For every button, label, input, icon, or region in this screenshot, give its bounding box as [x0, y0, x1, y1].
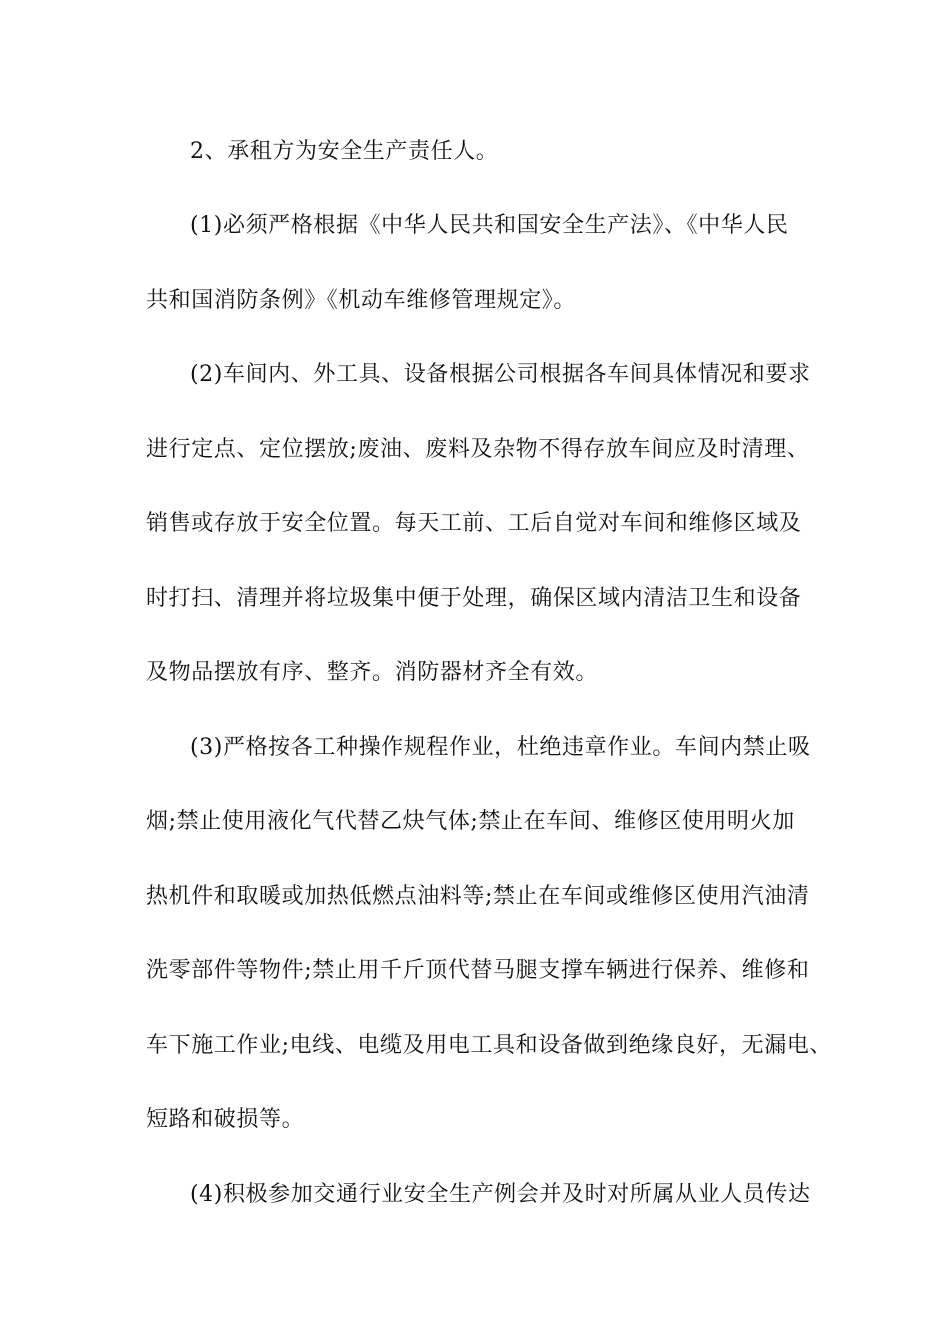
text-line-11: 热机件和取暖或加热低燃点油料等;禁止在车间或维修区使用汽油清	[146, 884, 810, 909]
text-line-8: 及物品摆放有序、整齐。消防器材齐全有效。	[146, 660, 599, 685]
text-line-4: (2)车间内、外工具、设备根据公司根据各车间具体情况和要求	[190, 362, 811, 387]
text-line-10: 烟;禁止使用液化气代替乙炔气体;禁止在车间、维修区使用明火加	[146, 809, 795, 834]
text-line-12: 洗零部件等物件;禁止用千斤顶代替马腿支撑车辆进行保养、维修和	[146, 958, 810, 983]
text-line-7: 时打扫、清理并将垃圾集中便于处理，确保区域内清洁卫生和设备	[146, 586, 802, 611]
text-line-14: 短路和破损等。	[146, 1107, 305, 1132]
text-line-5: 进行定点、定位摆放;废油、废料及杂物不得存放车间应及时清理、	[146, 437, 810, 462]
text-line-15: (4)积极参加交通行业安全生产例会并及时对所属从业人员传达	[190, 1182, 811, 1207]
text-line-1: 2、承租方为安全生产责任人。	[190, 139, 499, 164]
text-line-13: 车下施工作业;电线、电缆及用电工具和设备做到绝缘良好，无漏电、	[146, 1033, 833, 1058]
text-line-9: (3)严格按各工种操作规程作业，杜绝违章作业。车间内禁止吸	[190, 735, 811, 760]
text-line-6: 销售或存放于安全位置。每天工前、工后自觉对车间和维修区域及	[146, 511, 802, 536]
text-line-2: (1)必须严格根据《中华人民共和国安全生产法》、《中华人民	[190, 213, 789, 238]
text-line-3: 共和国消防条例》《机动车维修管理规定》。	[146, 288, 577, 313]
